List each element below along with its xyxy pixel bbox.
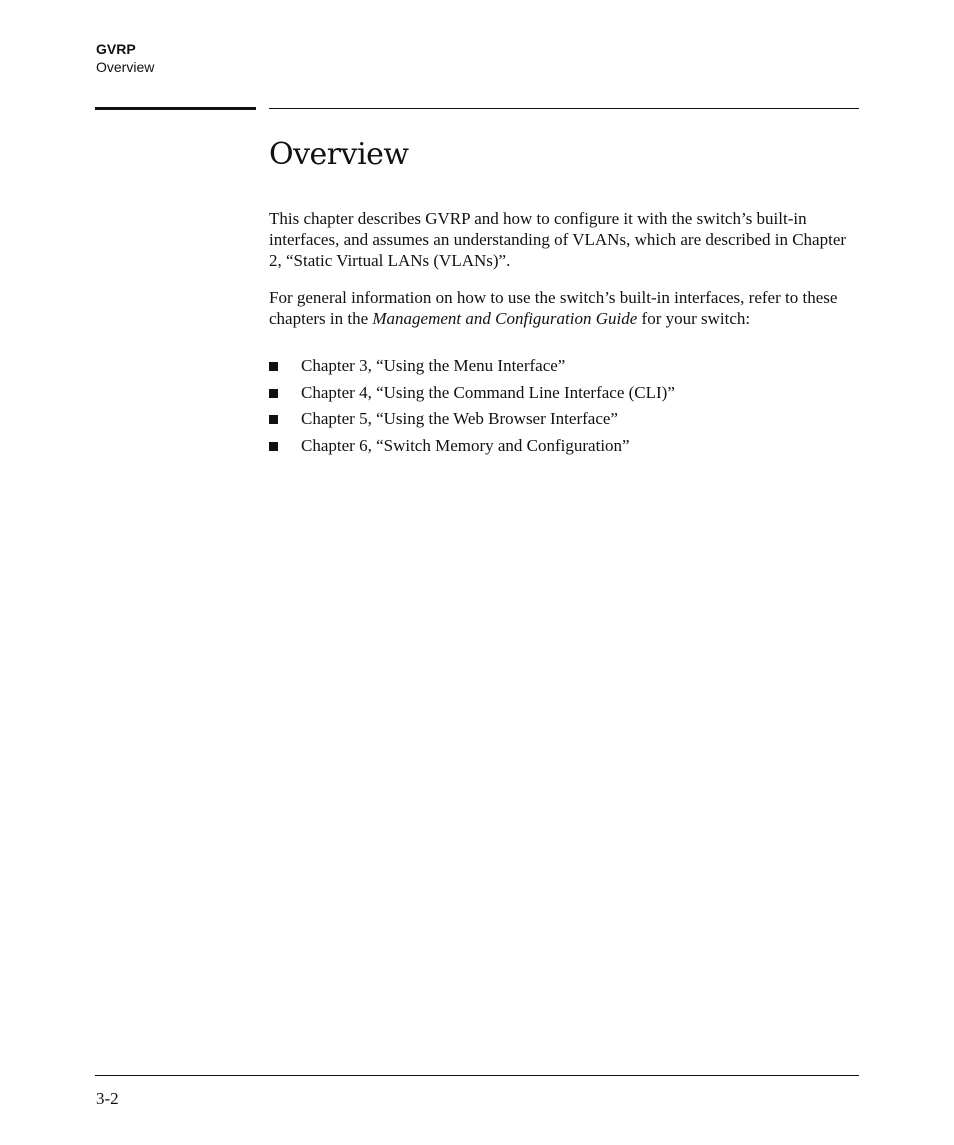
header-thin-rule [269,108,859,109]
list-item-text: Chapter 4, “Using the Command Line Interface (CLI)” [301,382,675,402]
page-number: 3-2 [96,1089,119,1108]
section-heading: Overview [269,137,409,172]
running-header-chapter: GVRP [96,41,136,57]
reference-text-start: For general information on how to use the switch’s built-in interfaces, refer to these chapters in the [269,288,838,328]
reference-paragraph [269,287,861,329]
list-item [269,382,675,409]
square-bullet-icon [269,389,278,398]
square-bullet-icon [269,415,278,424]
guide-title: Management and Configuration Guide [372,309,638,328]
list-item-text: Chapter 5, “Using the Web Browser Interface” [301,409,618,428]
intro-paragraph: This chapter describes GVRP and how to configure it with the switch’s built-in interfaces, and assumes an understanding of VLANs, which are described in Chapter 2, “Static Virtual LANs (VLANs)”. [269,209,847,270]
footer-rule [95,1075,859,1076]
running-header-section: Overview [96,59,155,75]
list-item-text: Chapter 6, “Switch Memory and Configuration” [301,435,630,455]
square-bullet-icon [269,362,278,371]
list-item [269,355,675,382]
header-thick-rule [95,107,256,110]
square-bullet-icon [269,442,278,451]
list-item-text: Chapter 3, “Using the Menu Interface” [301,356,566,375]
list-item [269,408,675,435]
running-header [96,40,154,76]
reference-text-end: for your switch: [637,309,751,328]
list-item [269,435,675,462]
chapter-list [269,355,675,461]
